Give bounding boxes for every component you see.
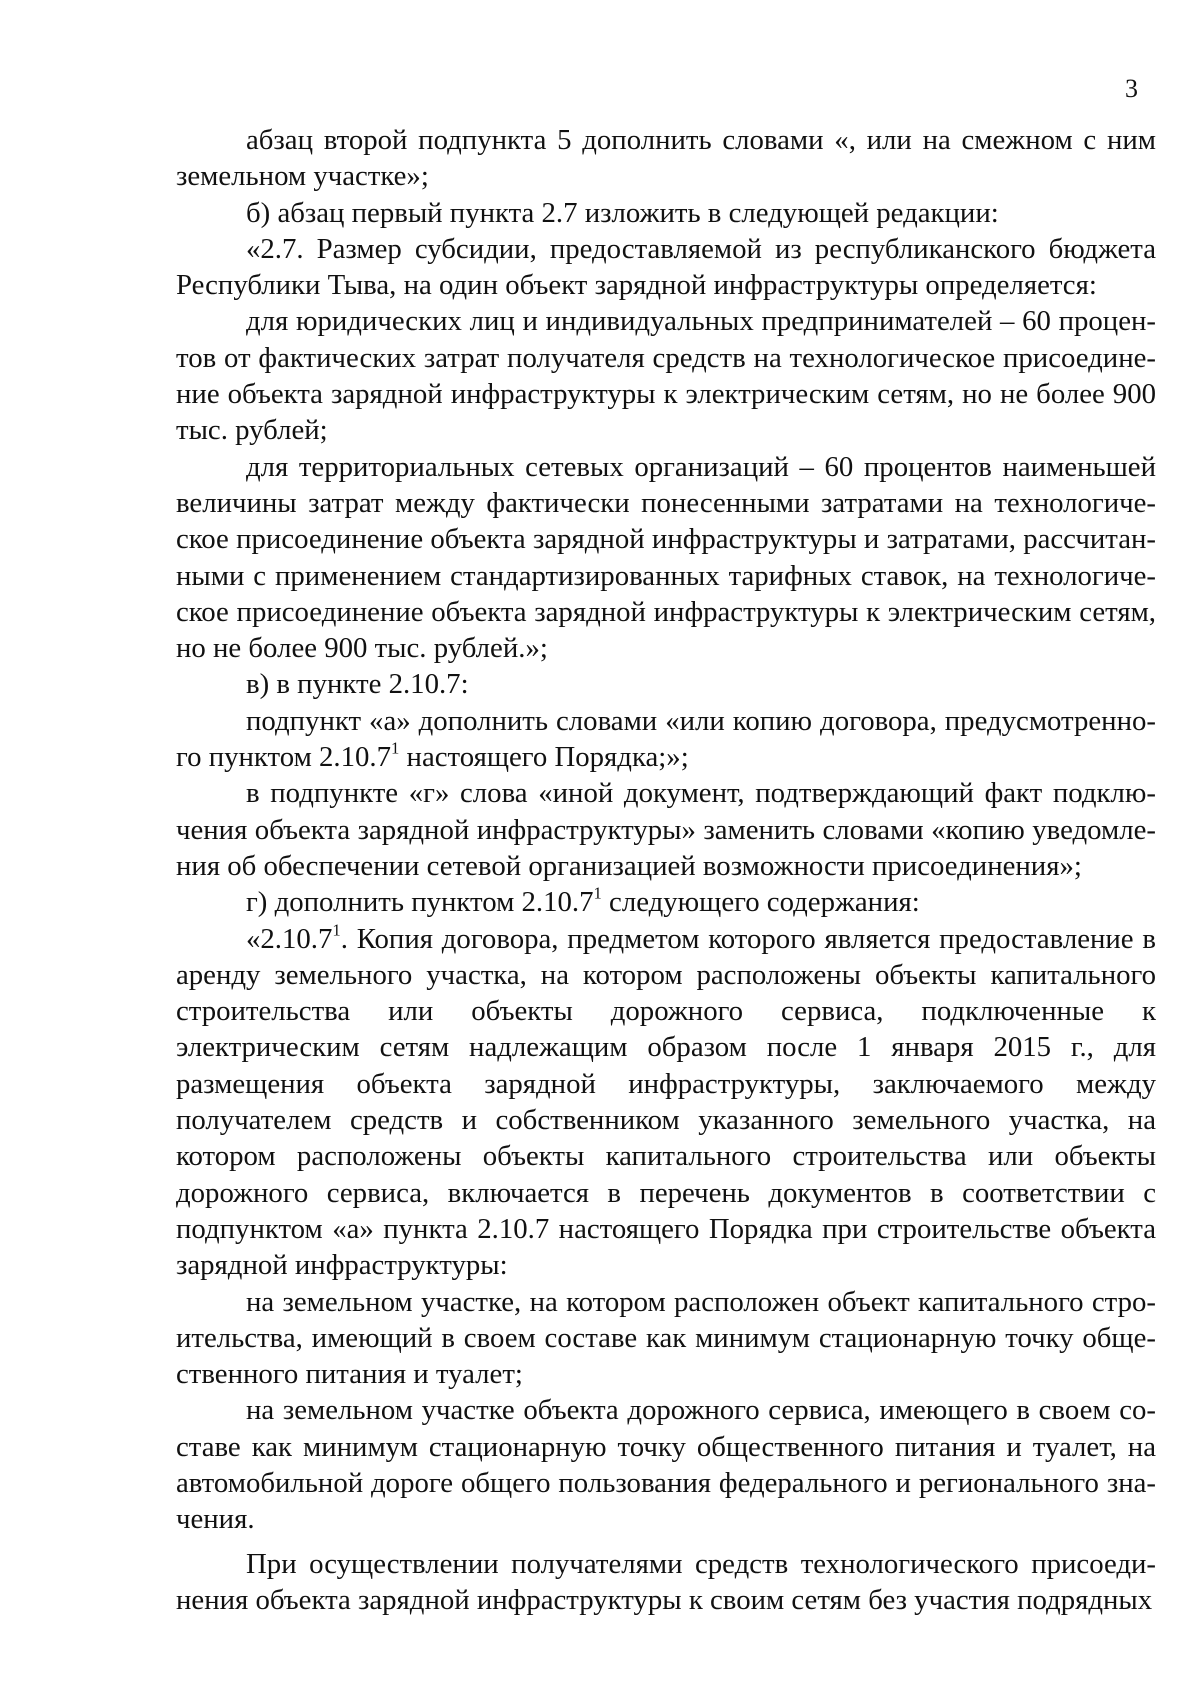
paragraph <box>176 122 1156 195</box>
paragraph <box>176 1546 1156 1619</box>
text-segment: . Копия договора, предметом которого является предоставление в аренду земельного участка, на котором расположены объекты капитального строительства или объекты дорожного сервиса, подключенные к электрическим сетям надлежащим образом после 1 января 2015 г., для размещения объекта зарядной инфраструктуры, заключаемого между получателем средств и собственником указанного земельного участка, на котором расположены объекты капитального строительства или объекты дорожного сервиса, включается в перечень документов в соответствии с подпунктом «а» пункта 2.10.7 настоящего Порядка при строительстве объекта зарядной инфраструктуры: <box>176 922 1156 1282</box>
paragraph <box>176 1284 1156 1393</box>
paragraph <box>176 703 1156 776</box>
paragraph <box>176 231 1156 304</box>
text-segment: «2.10.7 <box>246 922 333 955</box>
paragraph <box>176 666 1156 702</box>
text-segment: г) дополнить пунктом 2.10.7 <box>246 886 594 919</box>
paragraph <box>176 449 1156 667</box>
text-segment: настоящего Порядка;»; <box>399 741 689 774</box>
text-segment: в) в пункте 2.10.7: <box>246 668 469 701</box>
text-segment: на земельном участке объекта дорожного сервиса, имеющего в своем составе как минимум стационарную точку общественного питания и туалет, на автомобильной дороге общего пользования федерального и регионального значения. <box>176 1394 1156 1536</box>
paragraph <box>176 775 1156 884</box>
superscript: 1 <box>332 920 341 940</box>
text-segment: При осуществлении получателями средств технологического присоединения объекта зарядной инфраструктуры к своим сетям без участия подрядных <box>176 1547 1156 1616</box>
page-number: 3 <box>1125 74 1138 103</box>
document-body <box>176 122 1156 1618</box>
superscript: 1 <box>593 883 602 903</box>
paragraph <box>176 303 1156 448</box>
text-segment: подпункт «а» дополнить словами «или копию договора, предусмотренного пунктом 2.10.7 <box>176 704 1156 774</box>
text-segment: для территориальных сетевых организаций – 60 процентов наименьшей величины затрат между фактически понесенными затратами на технологическое присоединение объекта зарядной инфраструктуры и затратами, рассчитанными с применением стандартизированных тарифных ставок, на технологическое присоединение объекта зарядной инфраструктуры к электрическим сетям, но не более 900 тыс. рублей.»; <box>176 450 1156 665</box>
text-segment: «2.7. Размер субсидии, предоставляемой из республиканского бюджета Республики Тыва, на один объект зарядной инфраструктуры определяется: <box>176 232 1156 302</box>
text-segment: следующего содержания: <box>601 886 920 919</box>
paragraph <box>176 921 1156 1284</box>
text-segment: б) абзац первый пункта 2.7 изложить в следующей редакции: <box>246 196 999 229</box>
text-segment: абзац второй подпункта 5 дополнить словами «, или на смежном с ним земельном участке»; <box>176 124 1156 193</box>
text-segment: в подпункте «г» слова «иной документ, подтверждающий факт подключения объекта зарядной инфраструктуры» заменить словами «копию уведомления об обеспечении сетевой организацией возможности присоединения»; <box>176 777 1156 882</box>
paragraph <box>176 195 1156 231</box>
text-segment: на земельном участке, на котором расположен объект капитального строительства, имеющий в своем составе как минимум стационарную точку общественного питания и туалет; <box>176 1285 1156 1391</box>
text-segment: для юридических лиц и индивидуальных предпринимателей – 60 процентов от фактических затрат получателя средств на технологическое присоединение объекта зарядной инфраструктуры к электрическим сетям, но не более 900 тыс. рублей; <box>176 305 1156 447</box>
superscript: 1 <box>391 738 400 758</box>
paragraph <box>176 1392 1156 1537</box>
paragraph <box>176 884 1156 920</box>
